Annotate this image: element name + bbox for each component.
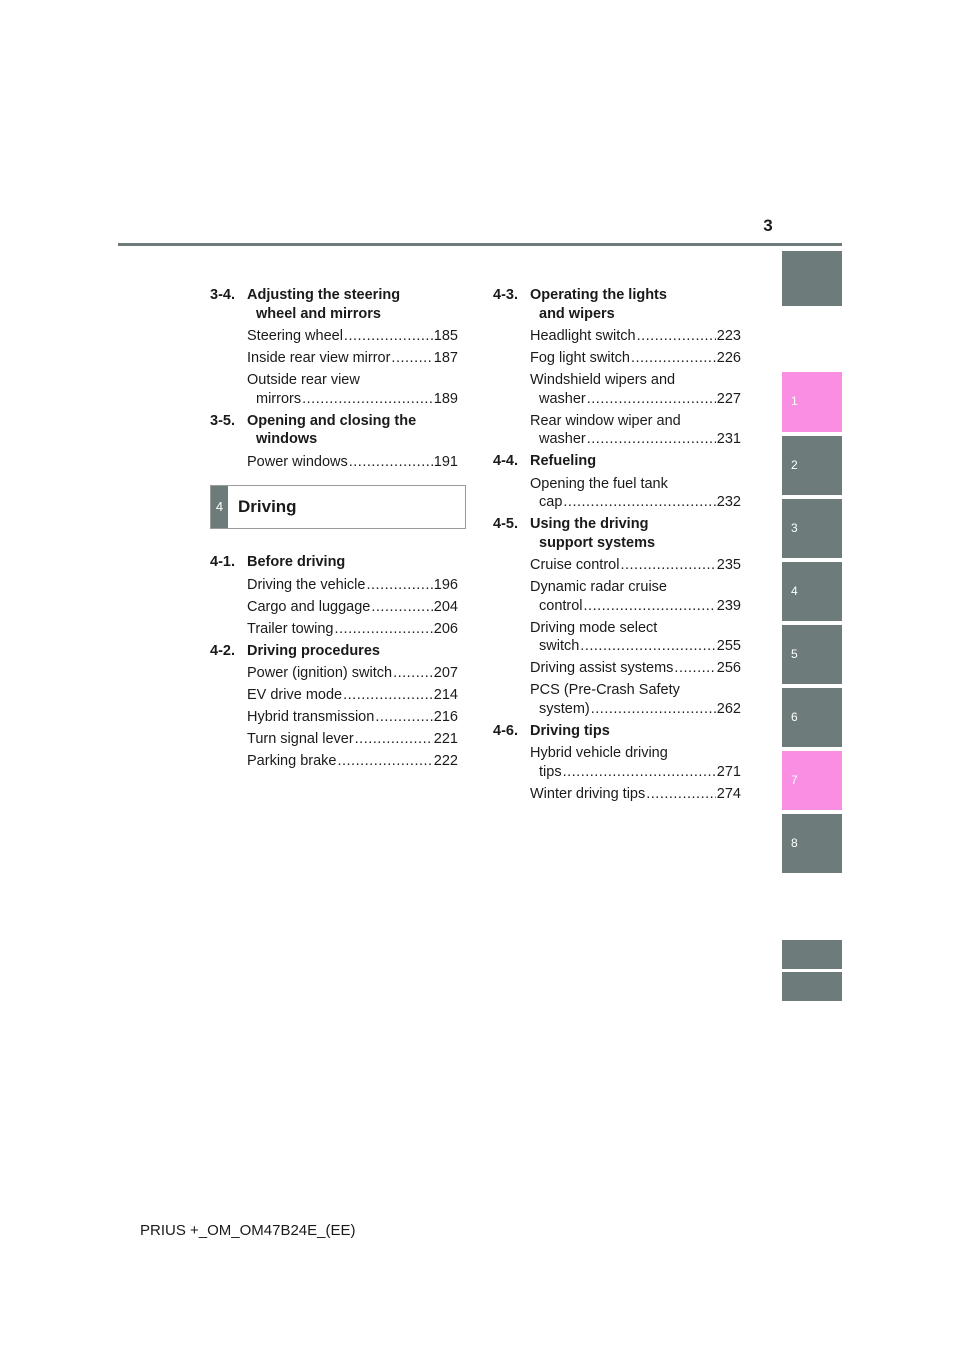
toc-entry-line [530,619,741,638]
toc-entry-line [530,475,741,494]
toc-entry-line [530,578,741,597]
sidebar-tab-blank-top[interactable] [782,251,842,306]
toc-entry-line [247,576,458,595]
toc-entry-title: Opening the fuel tank [530,475,668,492]
toc-page-number[interactable]: 232 [716,494,741,510]
toc-entry-title: switch [539,638,580,654]
toc-entry-line [530,349,741,368]
toc-page-number[interactable]: 206 [433,620,458,637]
toc-entry-title: system) [539,700,590,717]
toc-entry-title: Cargo and luggage [247,598,371,615]
toc-entry-title: Driving the vehicle [247,576,366,593]
toc-entry[interactable] [210,349,458,368]
toc-page-number[interactable]: 255 [716,638,741,654]
toc-entry-line [530,700,741,719]
section-title-line: Before driving [247,554,346,570]
toc-entry[interactable] [493,412,741,449]
toc-entry-title: Trailer towing [247,620,334,637]
toc-entry-title: Winter driving tips [530,785,646,802]
toc-section-heading [493,722,741,741]
dot-leader [563,763,716,782]
toc-entry[interactable] [210,708,458,727]
section-title [247,286,458,323]
toc-entry-title: mirrors [256,390,302,407]
toc-page-number[interactable]: 187 [433,350,458,366]
dot-leader [355,730,433,749]
toc-entry[interactable] [493,681,741,718]
toc-section-heading [210,286,458,323]
dot-leader [631,349,716,368]
toc-entry-title: Driving assist systems [530,660,674,676]
toc-entry-title: Dynamic radar cruise [530,579,667,595]
toc-page-number[interactable]: 191 [433,453,458,470]
dot-leader [391,349,432,368]
chapter-banner [210,485,466,529]
toc-entry-line [530,597,741,616]
toc-entry-title: Power windows [247,453,348,470]
section-title-line: windows [256,431,318,447]
toc-entry[interactable] [493,475,741,512]
sidebar-tab-1[interactable]: 1 [782,372,842,432]
dot-leader [371,598,432,617]
toc-entry[interactable] [210,598,458,617]
toc-entry-line [530,763,741,782]
toc-entry-title: Parking brake [247,753,337,769]
chapter-banner-title: Driving [238,496,297,516]
toc-entry-title: Power (ignition) switch [247,665,393,681]
toc-entry-line [247,327,458,346]
toc-entry-line [530,371,741,390]
toc-entry[interactable] [210,730,458,749]
toc-entry[interactable] [210,664,458,683]
section-title-line: Driving procedures [247,642,380,659]
toc-entry[interactable] [493,744,741,781]
section-title-line: Adjusting the steering [247,287,401,303]
dot-leader [580,637,716,656]
toc-entry[interactable] [210,686,458,705]
toc-entry-line [530,390,741,409]
toc-entry[interactable] [493,659,741,678]
section-number: 3-5. [210,412,235,429]
toc-entry-line [247,708,458,727]
section-title-line: Opening and closing the [247,412,417,429]
dot-leader [620,556,715,575]
toc-entry-line [530,659,741,678]
toc-entry[interactable] [210,371,458,408]
toc-page-number[interactable]: 231 [716,431,741,447]
toc-page-number[interactable]: 222 [433,753,458,769]
toc-entry-line [247,598,458,617]
dot-leader [637,327,716,346]
toc-entry-line [530,681,741,700]
toc-entry-title: tips [539,763,562,780]
dot-leader [584,597,716,616]
section-title-line: Refueling [530,453,597,469]
section-number: 4-5. [493,516,518,532]
toc-entry[interactable] [493,578,741,615]
dot-leader [349,453,433,472]
dot-leader [337,752,432,771]
section-number: 4-2. [210,642,235,659]
toc-entry-line [247,371,458,390]
section-title-line: support systems [539,534,656,551]
toc-entry-line [247,664,458,683]
toc-entry-title: Driving mode select [530,619,658,636]
toc-entry-title: Hybrid vehicle driving [530,745,668,761]
toc-entry-line [247,453,458,472]
sidebar-tab-8[interactable]: 8 [782,814,842,873]
dot-leader [674,659,715,678]
toc-page-number[interactable]: 221 [433,731,458,747]
dot-leader [375,708,432,727]
toc-entry[interactable] [210,327,458,346]
document-footer: PRIUS +_OM_OM47B24E_(EE) [140,1222,356,1239]
toc-entry-title: Inside rear view mirror [247,350,391,366]
toc-left-column [210,286,458,774]
toc-entry-line [530,412,741,431]
toc-section-heading [493,286,741,323]
section-title [530,722,741,741]
section-title [530,286,741,323]
toc-section-heading [493,452,741,471]
dot-leader [587,430,716,449]
toc-entry-title: Headlight switch [530,328,636,344]
toc-page-number[interactable]: 235 [716,557,741,573]
toc-entry-line [247,752,458,771]
section-title [247,553,458,572]
toc-section-heading [210,412,458,449]
toc-entry-line [530,637,741,656]
header-rule [118,243,842,246]
sidebar-tab-5[interactable]: 5 [782,625,842,684]
section-title [530,515,741,552]
toc-entry-title: Steering wheel [247,328,343,344]
toc-entry[interactable] [493,556,741,575]
section-title-line: Using the driving [530,516,649,532]
toc-entry-title: Turn signal lever [247,731,354,747]
toc-page-number[interactable]: 226 [716,350,741,366]
toc-entry-line [530,327,741,346]
toc-entry[interactable] [493,619,741,656]
sidebar-tab-4[interactable]: 4 [782,562,842,621]
toc-entry[interactable] [493,371,741,408]
toc-entry-title: PCS (Pre-Crash Safety [530,682,680,698]
toc-entry[interactable] [493,327,741,346]
section-title [247,412,458,449]
toc-entry-line [247,620,458,639]
toc-section-heading [493,515,741,552]
sidebar-tab-3[interactable]: 3 [782,499,842,558]
toc-entry[interactable] [210,453,458,472]
section-title [530,452,741,471]
toc-entry-title: Cruise control [530,557,620,573]
toc-entry-line [530,744,741,763]
toc-page-number[interactable]: 185 [433,328,458,344]
section-number: 4-1. [210,554,235,570]
toc-entry-title: Windshield wipers and [530,372,676,388]
sidebar-tab-2[interactable]: 2 [782,436,842,495]
dot-leader [335,620,433,639]
toc-entry-line [530,493,741,512]
toc-section-heading [210,553,458,572]
toc-entry-title: washer [539,431,586,447]
toc-page-number[interactable]: 223 [716,328,741,344]
toc-page-number[interactable]: 239 [716,597,741,614]
toc-entry-title: Fog light switch [530,350,630,366]
toc-entry-line [530,430,741,449]
toc-entry[interactable] [210,576,458,595]
toc-entry[interactable] [210,620,458,639]
toc-entry-title: EV drive mode [247,687,343,703]
toc-entry-title: washer [539,390,586,407]
toc-entry-line [530,556,741,575]
toc-entry-line [247,730,458,749]
dot-leader [343,686,433,705]
sidebar-tab-7[interactable]: 7 [782,751,842,810]
dot-leader [302,390,433,409]
toc-entry-title: cap [539,494,563,510]
dot-leader [591,700,716,719]
toc-page-number[interactable]: 216 [433,709,458,725]
toc-entry[interactable] [210,752,458,771]
toc-page-number[interactable]: 256 [716,660,741,676]
dot-leader [344,327,433,346]
toc-entry[interactable] [493,785,741,804]
section-number: 4-6. [493,722,518,739]
dot-leader [563,493,715,512]
toc-page-number[interactable]: 196 [433,576,458,593]
section-number: 4-3. [493,287,518,303]
toc-page-number[interactable]: 214 [433,687,458,703]
section-number: 4-4. [493,453,518,469]
sidebar-tab-6[interactable]: 6 [782,688,842,747]
toc-section-heading [210,642,458,661]
toc-entry-title: Rear window wiper and [530,412,681,429]
section-title-line: and wipers [539,305,615,322]
dot-leader [393,664,433,683]
toc-page-number[interactable]: 227 [716,390,741,407]
toc-entry-title: control [539,597,583,614]
section-title-line: wheel and mirrors [256,305,381,322]
toc-page-number[interactable]: 207 [433,665,458,681]
section-title-line: Driving tips [530,722,610,739]
section-title-line: Operating the lights [530,287,667,303]
toc-page-number[interactable]: 262 [716,700,741,717]
toc-entry-line [247,686,458,705]
dot-leader [587,390,716,409]
sidebar-tab-blank-end[interactable] [782,972,842,1001]
toc-entry-line [247,390,458,409]
toc-entry-line [247,349,458,368]
toc-entry-title: Hybrid transmission [247,709,375,725]
section-title [247,642,458,661]
toc-entry-line [530,785,741,804]
toc-page-number[interactable]: 274 [716,785,741,802]
dot-leader [366,576,432,595]
toc-page-number[interactable]: 189 [433,390,458,407]
sidebar-tab-blank-index[interactable] [782,940,842,969]
section-number: 3-4. [210,287,235,303]
toc-entry[interactable] [493,349,741,368]
toc-right-column [493,286,741,807]
page-number: 3 [763,216,773,235]
toc-page-number[interactable]: 204 [433,598,458,615]
dot-leader [646,785,716,804]
chapter-banner-number: 4 [211,486,228,528]
toc-entry-title: Outside rear view [247,372,360,388]
toc-page-number[interactable]: 271 [716,763,741,780]
